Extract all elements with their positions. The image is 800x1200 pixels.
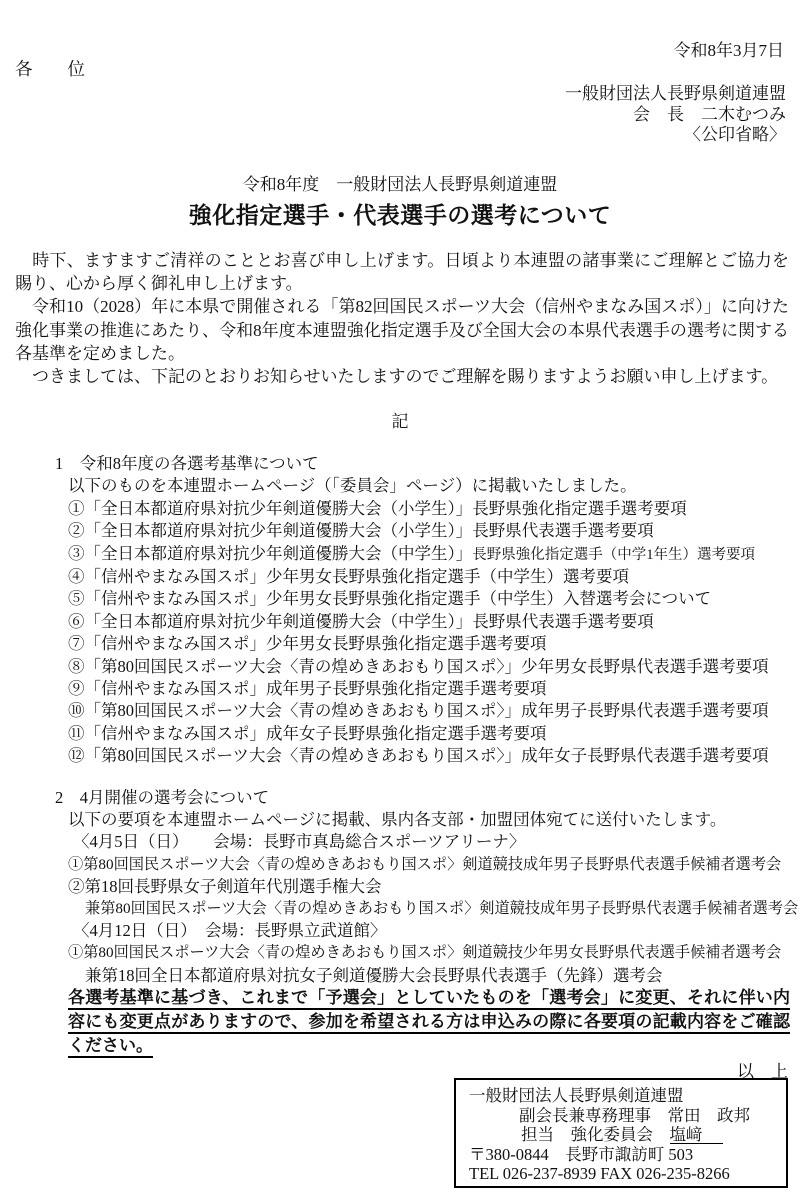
contact-tel-fax: TEL 026-237-8939 FAX 026-235-8266 — [469, 1164, 730, 1184]
section-1 — [0, 453, 800, 768]
sender-president: 会 長 二木むつみ — [633, 104, 786, 124]
document-title — [0, 170, 800, 230]
contact-address: 〒380-0844 長野市諏訪町 503 — [469, 1144, 694, 1164]
record-marker: 記 — [391, 412, 409, 431]
notice-line: 容にも変更点がありますので、参加を希望される方は申込みの際に各要項の記載内容をご確認 — [68, 1012, 790, 1034]
section-1-item: ⑩「第80回国民スポーツ大会〈青の煌めきあおもり国スポ〉」成年男子長野県代表選手選考要項 — [68, 701, 769, 721]
contact-staff-name: 塩﨑 — [670, 1127, 723, 1144]
section-1-item: ②「全日本都道府県対抗少年剣道優勝大会（小学生）」長野県代表選手選考要項 — [68, 521, 654, 541]
section-2-event: ②第18回長野県女子剣道年代別選手権大会 — [68, 876, 382, 896]
sender-seal-note: 〈公印省略〉 — [684, 125, 786, 144]
section-2-event: ①第80回国民スポーツ大会〈青の煌めきあおもり国スポ〉剣道競技成年男子長野県代表選手候補者選考会 — [68, 855, 782, 873]
section-2-event-sub: 兼第80回国民スポーツ大会〈青の煌めきあおもり国スポ〉剣道競技成年男子長野県代表選手候補者選考会 — [85, 900, 799, 918]
section-1-item: ⑪「信州やまなみ国スポ」成年女子長野県強化指定選手選考要項 — [68, 723, 547, 743]
section-1-item: ⑤「信州やまなみ国スポ」少年男女長野県強化指定選手（中学生）入替選考会について — [68, 589, 712, 609]
notice-line — [68, 1036, 790, 1058]
change-notice — [68, 988, 790, 1060]
closing-marker: 以 上 — [737, 1062, 788, 1081]
contact-staff-role: 担当 強化委員会 — [521, 1125, 670, 1145]
sender-block — [565, 84, 786, 146]
section-1-item: ⑧「第80回国民スポーツ大会〈青の煌めきあおもり国スポ〉」少年男女長野県代表選手選考要項 — [68, 656, 769, 676]
item-suffix: 長野県強化指定選手（中学1年生）選考要項 — [472, 546, 755, 563]
section-1-item: ⑥「全日本都道府県対抗少年剣道優勝大会（中学生）」長野県代表選手選考要項 — [68, 611, 654, 631]
document-date: 令和8年3月7日 — [673, 41, 784, 60]
section-1-item: ⑦「信州やまなみ国スポ」少年男女長野県強化指定選手選考要項 — [68, 634, 547, 654]
contact-staff — [521, 1125, 782, 1145]
greeting-paragraph: つきましては、下記のとおりお知らせいたしますのでご理解を賜りますようお願い申し上げます。 — [15, 367, 779, 387]
section-2 — [0, 787, 800, 987]
section-2-event: ①第80回国民スポーツ大会〈青の煌めきあおもり国スポ〉剣道競技少年男女長野県代表選手候補者選考会 — [68, 944, 782, 962]
section-2-event-sub: 兼第18回全日本都道府県対抗女子剣道優勝大会長野県代表選手（先鋒）選考会 — [85, 965, 663, 985]
section-1-item: ①「全日本都道府県対抗少年剣道優勝大会（小学生）」長野県強化指定選手選考要項 — [68, 498, 687, 518]
greeting-paragraphs — [15, 249, 789, 388]
section-1-item: ⑨「信州やまなみ国スポ」成年男子長野県強化指定選手選考要項 — [68, 679, 547, 699]
title-main: 強化指定選手・代表選手の選考について — [188, 203, 612, 228]
notice-line-end: ください。 — [68, 1036, 153, 1058]
section-2-venue-line: 〈4月12日（日） 会場：長野県立武道館〉 — [73, 921, 387, 941]
addressee: 各 位 — [15, 59, 85, 79]
greeting-paragraph: 令和10（2028）年に本県で開催される「第82回国民スポーツ大会（信州やまなみ国スポ）」に向けた強化事業の推進にあたり、令和8年度本連盟強化指定選手及び全国大会の本県代表選手の選考に関する各基準を定めました。 — [15, 297, 789, 363]
greeting-paragraph: 時下、ますますご清祥のこととお喜び申し上げます。日頃より本連盟の諸事業にご理解とご協力を賜り、心から厚く御礼申し上げます。 — [15, 251, 789, 294]
contact-org: 一般財団法人長野県剣道連盟 — [469, 1086, 684, 1105]
section-1-item: ⑫「第80回国民スポーツ大会〈青の煌めきあおもり国スポ〉」成年女子長野県代表選手選考要項 — [68, 746, 769, 766]
notice-line: 各選考基準に基づき、これまで「予選会」としていたものを「選考会」に変更、それに伴い内 — [68, 988, 790, 1010]
section-2-intro: 以下の要項を本連盟ホームページに掲載、県内各支部・加盟団体宛てに送付いたします。 — [68, 810, 727, 830]
section-1-heading: 1 令和8年度の各選考基準について — [55, 454, 319, 473]
section-1-item — [68, 543, 800, 566]
item-prefix: ③「全日本都道府県対抗少年剣道優勝大会（中学生）」 — [68, 543, 473, 563]
title-subline: 令和8年度 一般財団法人長野県剣道連盟 — [242, 175, 558, 194]
contact-vice-president: 副会長兼専務理事 常田 政邦 — [519, 1105, 750, 1125]
section-2-heading: 2 4月開催の選考会について — [55, 788, 270, 807]
section-2-venue-line: 〈4月5日（日） 会場：長野市真島総合スポーツアリーナ〉 — [73, 832, 526, 852]
contact-box — [454, 1078, 788, 1188]
section-1-intro: 以下のものを本連盟ホームページ（「委員会」ページ）に掲載いたしました。 — [68, 476, 637, 496]
section-1-item: ④「信州やまなみ国スポ」少年男女長野県強化指定選手（中学生）選考要項 — [68, 567, 629, 587]
sender-org: 一般財団法人長野県剣道連盟 — [565, 84, 786, 103]
